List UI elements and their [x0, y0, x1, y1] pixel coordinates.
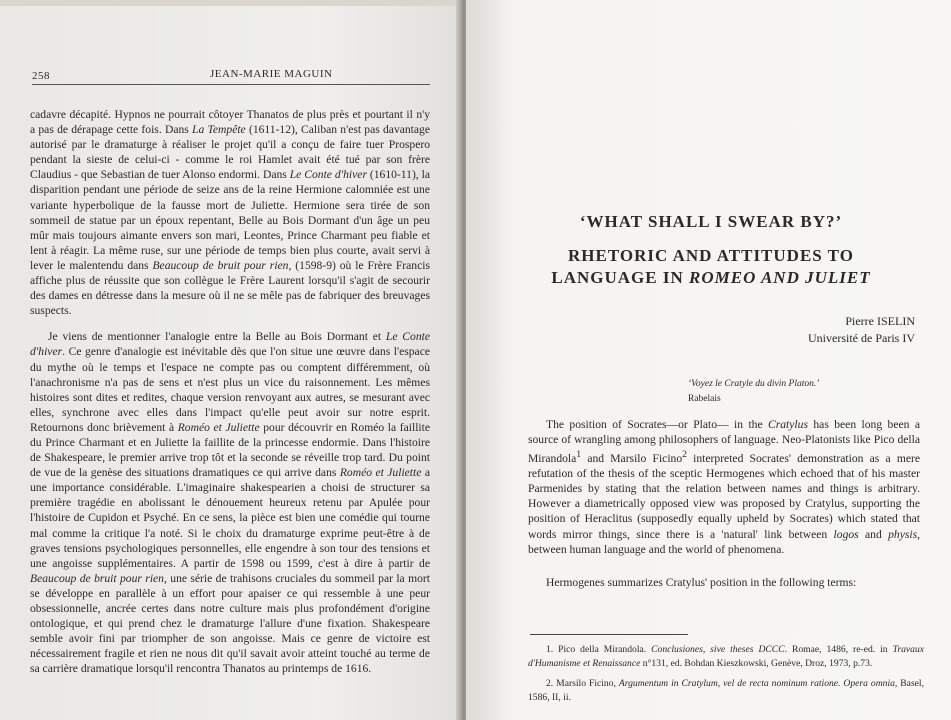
article-title-quote: ‘WHAT SHALL I SWEAR BY?’ [579, 212, 843, 231]
header-rule [32, 84, 430, 85]
running-head-author: JEAN-MARIE MAGUIN [210, 68, 333, 80]
italic-run: Travaux d'Humanisme et Renaissance [528, 644, 925, 669]
italic-run: La Tempête [192, 123, 246, 137]
footnote-marker: 1 [576, 449, 582, 461]
author-block [808, 313, 915, 347]
text-run: pour découvrir en Roméo la faillite du Prince Charmant et en Juliette la faillite de la princesse endormie. Dans l'histoire de Shakespeare, le premier arrive trop tôt et la seconde se réveille trop tard. Du point de vue de la genèse des situations dramatiques ce qui arrive dans [30, 420, 430, 480]
left-page-text [30, 107, 430, 676]
right-page [466, 0, 951, 720]
italic-run: Le Conte d'hiver [30, 330, 430, 359]
epigraph-source: Rabelais [688, 394, 721, 404]
epigraph [688, 377, 819, 407]
left-paragraph [30, 107, 430, 318]
italic-run: Argumentum in Cratylum, vel de recta nominum ratione. Opera omnia [618, 678, 895, 690]
article-title [496, 245, 926, 289]
body-paragraph [528, 417, 920, 557]
footnotes [528, 643, 924, 704]
footnote [528, 643, 924, 670]
article-title-play: ROMEO AND JULIET [689, 268, 871, 287]
left-paragraph [30, 329, 430, 676]
running-head [32, 66, 432, 84]
text-run: 1. Pico della Mirandola. [546, 644, 652, 655]
italic-run: Beaucoup de bruit pour rien [30, 571, 164, 585]
text-run: , Basel, 1586, II, ii. [528, 678, 924, 703]
text-run: cadavre décapité. Hypnos ne pourrait côtoyer Thanatos de plus près et pourtant il n'y a pas de dérapage cette fois. Dans [30, 108, 430, 137]
text-run: 2. Marsilo Ficino, [546, 678, 619, 690]
italic-run: Roméo et Juliette [177, 420, 260, 434]
italic-run: physis [888, 527, 918, 541]
epigraph-quote: ‘Voyez le Cratyle du divin Platon.’ [688, 379, 820, 389]
italic-run: Conclusiones, sive theses DCCC [651, 644, 785, 655]
text-run: interpreted Socrates' demonstration as a mere refutation of the thesis of the sceptic Hermogenes which echoed that of his master Parmenides by stating that the relation between names and things is arbitrary. However a diametrically opposed view was proposed by Cratylus, supporting the position of Heraclitus (supposedly equally upheld by Socrates) which stated that words mirror things, since there is a 'natural' link between [528, 452, 920, 541]
text-run: Hermogenes summarizes Cratylus' position in the following terms: [546, 575, 857, 589]
text-run: , (1598-9) où le Frère Francis affiche plus de réussite que son collègue le Frère Laurent lorsqu'il s'agit de secourir des dames en détresse dans la mesure où il ne se mêle pas de fabriquer des breuvages suspects. [30, 258, 430, 318]
text-run: n°131, ed. Bohdan Kieszkowski, Genève, Droz, 1973, p.73. [640, 657, 873, 669]
italic-run: logos [833, 527, 859, 541]
text-run: (1611-12), Caliban n'est pas davantage autorisé par le dramaturge à réaliser le projet qu'il a conçu de faire tuer Prospero pendant la sieste de celui-ci - comme le roi Hamlet avait été tué par son frère Claudius - que Sebastian de tuer Alonso endormi. Dans [30, 123, 430, 182]
text-run: The position of Socrates—or Plato— in the [546, 418, 769, 431]
italic-run: Le Conte d'hiver [289, 168, 367, 182]
text-run: a une importance considérable. L'imaginaire shakespearien a choisi de structurer sa première tragédie en abolissant le dénouement heureux retenu par Apulée pour l'histoire de Cupidon et Psyché. En ce sens, la pièce est bien une comédie qui tourne mal comme la critique l'a noté. Si le choix du dramaturge exprime peut-être à de graves tensions psychologiques personnelles, elle engendre à son tour des tensions et une angoisse supplémentaires. A partir de 1598 ou 1599, c'est à dire à partir de [30, 466, 430, 570]
article-body [528, 417, 920, 590]
text-run: . Romae, 1486, re-ed. in [784, 644, 893, 655]
footnote-marker: 2 [682, 449, 687, 461]
article-title-plain: LANGUAGE IN [551, 268, 689, 287]
text-run: (1610-11), la disparition pendant une période de seize ans de la reine Hermione calomniée est une variante hyperbolique de la fausse mort de Juliette. Hermione sera tirée de son sommeil de statue par un époux repentant, Belle au Bois Dormant d'un âge un peu mûr mais toujours aimante envers son mari, Leontes, Prince Charmant peu fiable et lent à réagir. La même ruse, sur une période de temps bien plus courte, avait servi à lever le malentendu dans [30, 168, 431, 272]
author-name: Pierre ISELIN [845, 314, 915, 328]
footnote-rule [530, 634, 688, 635]
text-run: Je viens de mentionner l'analogie entre la Belle au Bois Dormant et [48, 330, 386, 344]
page-number: 258 [32, 70, 50, 82]
footnote [528, 677, 924, 704]
italic-run: Beaucoup de bruit pour rien [152, 258, 289, 272]
text-run: and [858, 527, 889, 541]
article-title-line: RHETORIC AND ATTITUDES TO [568, 246, 854, 265]
italic-run: Cratylus [768, 418, 808, 431]
left-page [0, 6, 462, 720]
author-affiliation: Université de Paris IV [808, 331, 915, 345]
body-paragraph [528, 575, 920, 590]
text-run: has been long been a source of wrangling among philosophers of language. Neo-Platonists like Pico della Mirandola [528, 418, 920, 466]
text-run: . Ce genre d'analogie est inévitable dès que l'on situe une œuvre dans l'espace du mythe où le temps et l'espace ne compte pas ou comptent différemment, où l'anachronisme n'a pas de sens et n'est plus un vice du raisonnement. Les mêmes histoires sont dites et redites, chaque version renvoyant aux autres, se mesurant avec elles, synchrone avec elles dans l'impact qu'elle peut avoir sur notre esprit. Retournons donc brièvement à [30, 345, 430, 434]
article-title-line [496, 267, 926, 289]
text-run: and Marsilo Ficino [581, 452, 683, 466]
italic-run: Roméo et Juliette [339, 466, 422, 480]
text-run: , between human language and the world of phenomena. [528, 527, 920, 556]
text-run: , une série de trahisons cruciales du sommeil par la mort se développe en parallèle à un effort pour apaiser ce qui ressemble à une peur obsessionnelle, ancrée certes dans notre culture mais plus profondément d'origine ontologique, et qui prend chez le dramaturge l'allure d'une fixation. Shakespeare semble avoir fini par triompher de son angoisse. Mais ce genre de victoire est nécessairement fragile et rien ne nous dit qu'il savait avoir atteint touché au terme de sa carrière dramatique lorsqu'il rencontra Thanatos au printemps de 1616. [30, 571, 430, 676]
